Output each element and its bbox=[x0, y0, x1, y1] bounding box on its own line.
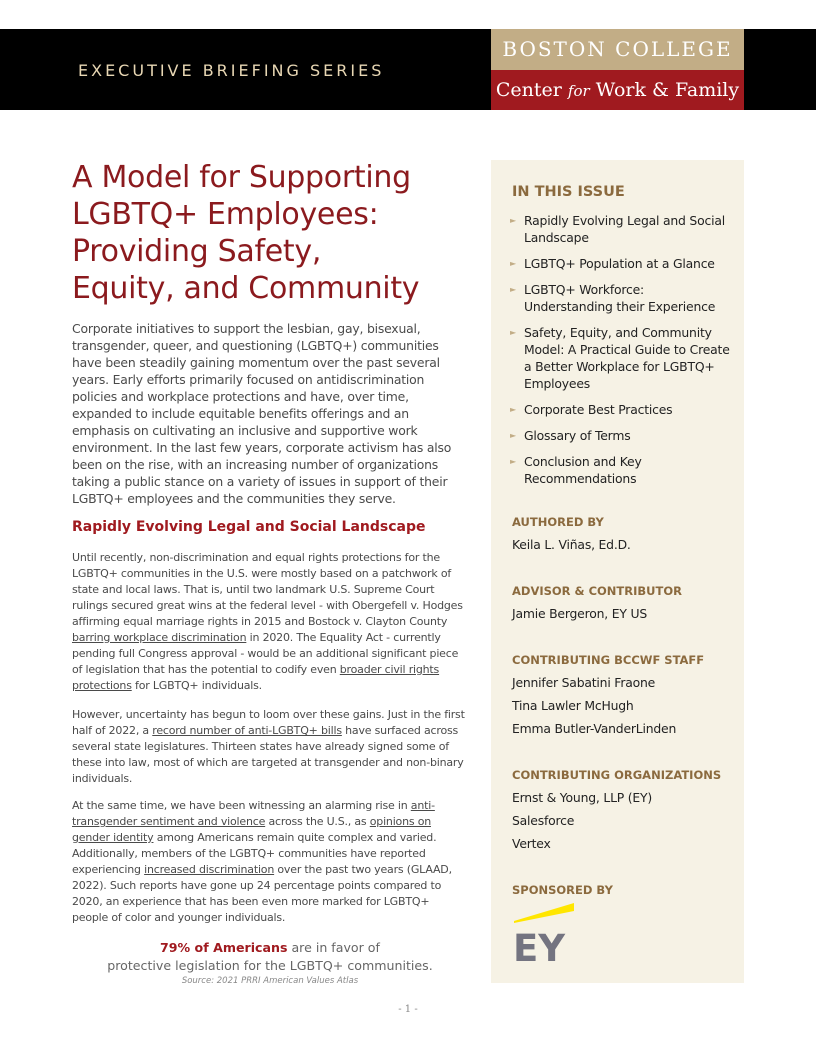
text-run: for LGBTQ+ individuals. bbox=[131, 679, 262, 692]
ey-logo bbox=[512, 901, 576, 965]
author-name: Keila L. Viñas, Ed.D. bbox=[512, 537, 631, 552]
toc-item[interactable] bbox=[510, 401, 736, 418]
text-run: At the same time, we have been witnessing an alarming rise in bbox=[72, 799, 411, 812]
section-heading: Rapidly Evolving Legal and Social Landscape bbox=[72, 519, 426, 535]
text-run: Until recently, non-discrimination and equal rights protections for the LGBTQ+ communities in the U.S. were mostly based on a patchwork of state and local laws. That is, until two landmark U.S. Supreme Court rulings secured great wins at the federal level - with Obergefell v. Hodges affirming equal marriage rights in 2015 and Bostock v. Clayton County bbox=[72, 551, 463, 628]
org-name: Vertex bbox=[512, 836, 551, 851]
toc-item-label: LGBTQ+ Population at a Glance bbox=[524, 256, 715, 271]
orgs-label: CONTRIBUTING ORGANIZATIONS bbox=[512, 768, 722, 782]
text-run: in 2020. The Equality Act - currently pending full Congress approval - would be an additional significant piece of legislation that has the potential to codify even bbox=[72, 631, 459, 676]
title-line: A Model for Supporting bbox=[72, 160, 411, 195]
intro-paragraph: Corporate initiatives to support the lesbian, gay, bisexual, transgender, queer, and questioning (LGBTQ+) communities have been steadily gaining momentum over the past several years. Early efforts primarily focused on antidiscrimination policies and workplace protections and have, over time, expanded to include equitable benefits offerings and an emphasis on cultivating an inclusive and supportive work environment. In the last few years, corporate activism has also been on the rise, with an increasing number of organizations taking a public stance on a variety of issues in support of their LGBTQ+ employees and the communities they serve. bbox=[72, 321, 452, 506]
logo-line2-pre: Center bbox=[495, 79, 568, 101]
staff-name: Jennifer Sabatini Fraone bbox=[512, 675, 656, 690]
bullet-arrow-icon: ► bbox=[510, 216, 516, 225]
bullet-arrow-icon: ► bbox=[510, 328, 516, 337]
staff-name: Tina Lawler McHugh bbox=[512, 698, 634, 713]
body-paragraph-1 bbox=[72, 550, 468, 694]
logo-line2-post: Work & Family bbox=[589, 79, 740, 101]
page-number: - 1 - bbox=[398, 1004, 418, 1015]
bullet-arrow-icon: ► bbox=[510, 405, 516, 414]
toc-item-label: Safety, Equity, and Community Model: A Practical Guide to Create a Better Workplace for LGBTQ+ Employees bbox=[524, 325, 730, 391]
link-increased-discrimination[interactable]: increased discrimination bbox=[144, 863, 275, 876]
toc-item[interactable] bbox=[510, 212, 736, 246]
callout-line-2: protective legislation for the LGBTQ+ communities. bbox=[107, 958, 433, 973]
callout-source: Source: 2021 PRRI American Values Atlas bbox=[181, 976, 359, 986]
toc-item[interactable] bbox=[510, 324, 736, 392]
link-workplace-discrimination[interactable]: barring workplace discrimination bbox=[72, 631, 247, 644]
title-line: Providing Safety, bbox=[72, 234, 322, 269]
text-run: among Americans remain quite complex and varied. Additionally, members of the LGBTQ+ communities have reported experiencing bbox=[72, 831, 437, 876]
text-run: have surfaced across several state legislatures. Thirteen states have already signed some of these into law, most of which are targeted at transgender and non-binary individuals. bbox=[72, 724, 464, 785]
text-run: across the U.S., as bbox=[265, 815, 370, 828]
link-gender-identity-opinions[interactable]: opinions on gender identity bbox=[72, 815, 431, 844]
advisor-name: Jamie Bergeron, EY US bbox=[512, 606, 648, 621]
org-name: Ernst & Young, LLP (EY) bbox=[512, 790, 653, 805]
sponsored-by-label: SPONSORED BY bbox=[512, 883, 613, 897]
bullet-arrow-icon: ► bbox=[510, 259, 516, 268]
text-run: over the past two years (GLAAD, 2022). Such reports have gone up 24 percentage points compared to 2020, an experience that has been even more marked for LGBTQ+ people of color and younger individuals. bbox=[72, 863, 452, 924]
staff-name: Emma Butler-VanderLinden bbox=[512, 721, 677, 736]
title-line: LGBTQ+ Employees: bbox=[72, 197, 379, 232]
toc-item-label: Conclusion and Key Recommendations bbox=[524, 454, 642, 486]
series-label: EXECUTIVE BRIEFING SERIES bbox=[78, 61, 385, 80]
toc-item[interactable] bbox=[510, 453, 736, 487]
toc-item[interactable] bbox=[510, 281, 736, 315]
toc-item-label: Glossary of Terms bbox=[524, 428, 631, 443]
body-paragraph-3 bbox=[72, 798, 468, 926]
callout-line-1 bbox=[72, 939, 468, 957]
title-line: Equity, and Community bbox=[72, 271, 420, 306]
body-paragraph-2 bbox=[72, 707, 468, 787]
toc-list bbox=[510, 212, 736, 496]
callout-rest: are in favor of bbox=[287, 940, 380, 955]
in-this-issue-heading: IN THIS ISSUE bbox=[512, 184, 625, 200]
bullet-arrow-icon: ► bbox=[510, 457, 516, 466]
ey-logo-beam bbox=[514, 903, 574, 923]
toc-item-label: Rapidly Evolving Legal and Social Landscape bbox=[524, 213, 725, 245]
staff-label: CONTRIBUTING BCCWF STAFF bbox=[512, 653, 705, 667]
link-civil-rights[interactable]: broader civil rights protections bbox=[72, 663, 440, 692]
link-anti-transgender-sentiment[interactable]: anti-transgender sentiment and violence bbox=[72, 799, 435, 828]
toc-item-label: LGBTQ+ Workforce: Understanding their Experience bbox=[524, 282, 716, 314]
toc-item-label: Corporate Best Practices bbox=[524, 402, 673, 417]
link-anti-lgbtq-bills[interactable]: record number of anti-LGBTQ+ bills bbox=[152, 724, 342, 737]
bullet-arrow-icon: ► bbox=[510, 285, 516, 294]
toc-item[interactable] bbox=[510, 255, 736, 272]
logo-center-work-family bbox=[491, 70, 744, 110]
page-title bbox=[72, 159, 472, 307]
advisor-label: ADVISOR & CONTRIBUTOR bbox=[512, 584, 682, 598]
stat-callout bbox=[72, 939, 468, 987]
logo-boston-college: BOSTON COLLEGE bbox=[491, 29, 744, 70]
bullet-arrow-icon: ► bbox=[510, 431, 516, 440]
org-name: Salesforce bbox=[512, 813, 575, 828]
logo-line2-for: for bbox=[567, 82, 590, 100]
authored-by-label: AUTHORED BY bbox=[512, 515, 604, 529]
callout-highlight: 79% of Americans bbox=[160, 940, 288, 955]
toc-item[interactable] bbox=[510, 427, 736, 444]
ey-logo-text: EY bbox=[513, 927, 566, 965]
text-run: However, uncertainty has begun to loom over these gains. Just in the first half of 2022, a bbox=[72, 708, 465, 737]
